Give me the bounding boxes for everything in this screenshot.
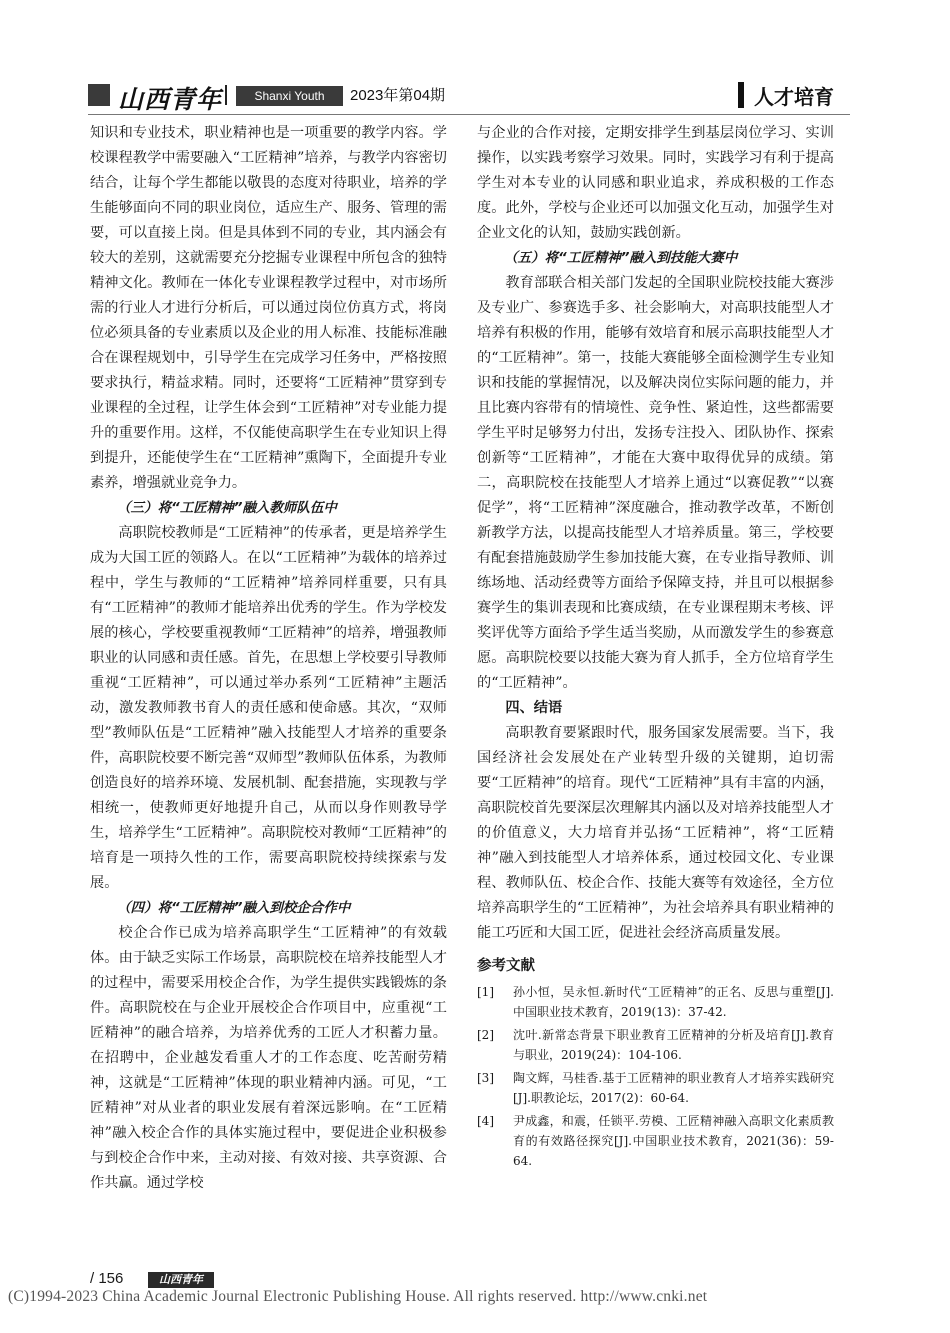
paragraph: 高职院校教师是“工匠精神”的传承者，更是培养学生成为大国工匠的领路人。在以“工匠精神”为载体的培养过程中，学生与教师的“工匠精神”培养同样重要，只有具有“工匠精神”的教师才能培养出优秀的学生。作为学校发展的核心，学校要重视教师“工匠精神”的培养，增强教师职业的认同感和责任感。首先，在思想上学校要引导教师重视“工匠精神”，可以通过举办系列“工匠精神”主题活动，激发教师教书育人的责任感和使命感。其次，“双师型”教师队伍是“工匠精神”融入技能型人才培养的重要条件，高职院校要不断完善“双师型”教师队伍体系，为教师创造良好的培养环境、发展机制、配套措施，实现教与学相统一，使教师更好地提升自己，从而以身作则教导学生，培养学生“工匠精神”。高职院校对教师“工匠精神”的培育是一项持久性的工作，需要高职院校持续探索与发展。 [90, 525, 447, 891]
column-title: 人才培育 [754, 85, 834, 109]
copyright-notice: (C)1994-2023 China Academic Journal Electronic Publishing House. All rights reserved. http://www.cnki.net [8, 1288, 708, 1305]
subsection-heading: （三）将“工匠精神”融入教师队伍中 [117, 500, 337, 516]
header-divider [225, 85, 227, 105]
reference-number: [4] [477, 1114, 494, 1128]
left-column [90, 121, 447, 1196]
journal-english-name: Shanxi Youth [236, 86, 343, 106]
page-header [88, 80, 848, 112]
reference-number: [3] [477, 1071, 494, 1085]
reference-text: 沈叶.新常态背景下职业教育工匠精神的分析及培育[J].教育与职业，2019(24)：104-106. [513, 1028, 834, 1062]
journal-logo: 山西青年 [118, 85, 223, 114]
paragraph: 校企合作已成为培养高职学生“工匠精神”的有效载体。由于缺乏实际工作场景，高职院校在培养技能型人才的过程中，需要采用校企合作，为学生提供实践锻炼的条件。高职院校在与企业开展校企合作项目中，应重视“工匠精神”的融合培养，为培养优秀的工匠人才积蓄力量。在招聘中，企业越发看重人才的工作态度、吃苦耐劳精神，这就是“工匠精神”体现的职业精神内涵。可见，“工匠精神”对从业者的职业发展有着深远影响。在“工匠精神”融入校企合作的具体实施过程中，要促进企业积极参与到校企合作中来，主动对接、有效对接、共享资源、合作共赢。通过学校 [90, 925, 447, 1191]
right-column [477, 121, 834, 1174]
reference-text: 孙小恒，吴永恒.新时代“工匠精神”的正名、反思与重塑[J].中国职业技术教育，2019(13)：37-42. [513, 985, 834, 1019]
reference-item [477, 982, 834, 1022]
paragraph: 与企业的合作对接，定期安排学生到基层岗位学习、实训操作，以实践考察学习效果。同时，实践学习有利于提高学生对本专业的认同感和职业追求，养成积极的工作态度。此外，学校与企业还可以加强文化互动，加强学生对企业文化的认知，鼓励实践创新。 [477, 125, 834, 241]
subsection-heading: （五）将“工匠精神”融入到技能大赛中 [504, 250, 738, 266]
reference-item [477, 1025, 834, 1065]
reference-number: [2] [477, 1028, 494, 1042]
section-heading: 四、结语 [505, 700, 563, 716]
reference-text: 陶文辉，马桂香.基于工匠精神的职业教育人才培养实践研究[J].职教论坛，2017(2)：60-64. [513, 1071, 834, 1105]
footer-journal-logo: 山西青年 [148, 1272, 214, 1288]
paragraph: 教育部联合相关部门发起的全国职业院校技能大赛涉及专业广、参赛选手多、社会影响大，对高职技能型人才培养有积极的作用，能够有效培育和展示高职技能型人才的“工匠精神”。第一，技能大赛能够全面检测学生专业知识和技能的掌握情况，以及解决岗位实际问题的能力，并且比赛内容带有的情境性、竞争性、紧迫性，这些都需要学生平时足够努力付出，发扬专注投入、团队协作、探索创新等“工匠精神”，才能在大赛中取得优异的成绩。第二，高职院校在技能型人才培养上通过“以赛促教”“以赛促学”，将“工匠精神”深度融合，推动教学改革，不断创新教学方法，以提高技能型人才培养质量。第三，学校要有配套措施鼓励学生参加技能大赛，在专业指导教师、训练场地、活动经费等方面给予保障支持，并且可以根据参赛学生的集训表现和比赛成绩，在专业课程期末考核、评奖评优等方面给予学生适当奖励，从而激发学生的参赛意愿。高职院校要以技能大赛为育人抓手，全方位培育学生的“工匠精神”。 [477, 275, 834, 691]
paragraph: 知识和专业技术，职业精神也是一项重要的教学内容。学校课程教学中需要融入“工匠精神”培养，与教学内容密切结合，让每个学生都能以敬畏的态度对待职业，培养的学生能够面向不同的职业岗位，适应生产、服务、管理的需要，可以直接上岗。但是具体到不同的专业，其内涵会有较大的差别，这就需要充分挖掘专业课程中所包含的独特精神文化。教师在一体化专业课程教学过程中，对市场所需的行业人才进行分析后，可以通过岗位仿真方式，将岗位必须具备的专业素质以及企业的用人标准、技能标准融合在课程规划中，引导学生在完成学习任务中，严格按照要求执行，精益求精。同时，还要将“工匠精神”贯穿到专业课程的全过程，让学生体会到“工匠精神”对专业能力提升的重要作用。这样，不仅能使高职学生在专业知识上得到提升，还能使学生在“工匠精神”熏陶下，全面提升专业素养，增强就业竞争力。 [90, 125, 447, 491]
reference-text: 尹成鑫，和震，任锁平.劳模、工匠精神融入高职文化素质教育的有效路径探究[J].中国职业技术教育，2021(36)：59-64. [513, 1114, 834, 1168]
page-number: / 156 [90, 1270, 124, 1287]
header-square-mark [88, 84, 110, 106]
issue-number: 2023年第04期 [350, 87, 446, 104]
reference-item [477, 1111, 834, 1171]
column-bar-mark [738, 82, 744, 108]
header-rule [88, 114, 850, 115]
paragraph: 高职教育要紧跟时代，服务国家发展需要。当下，我国经济社会发展处在产业转型升级的关键期，迫切需要“工匠精神”的培育。现代“工匠精神”具有丰富的内涵，高职院校首先要深层次理解其内涵以及对培养技能型人才的价值意义，大力培育并弘扬“工匠精神”，将“工匠精神”融入到技能型人才培养体系，通过校园文化、专业课程、教师队伍、校企合作、技能大赛等有效途径，全方位培养高职学生的“工匠精神”，为社会培养具有职业精神的能工巧匠和大国工匠，促进社会经济高质量发展。 [477, 725, 834, 941]
reference-item [477, 1068, 834, 1108]
reference-number: [1] [477, 985, 494, 999]
references-heading: 参考文献 [477, 958, 535, 974]
subsection-heading: （四）将“工匠精神”融入到校企合作中 [117, 900, 351, 916]
